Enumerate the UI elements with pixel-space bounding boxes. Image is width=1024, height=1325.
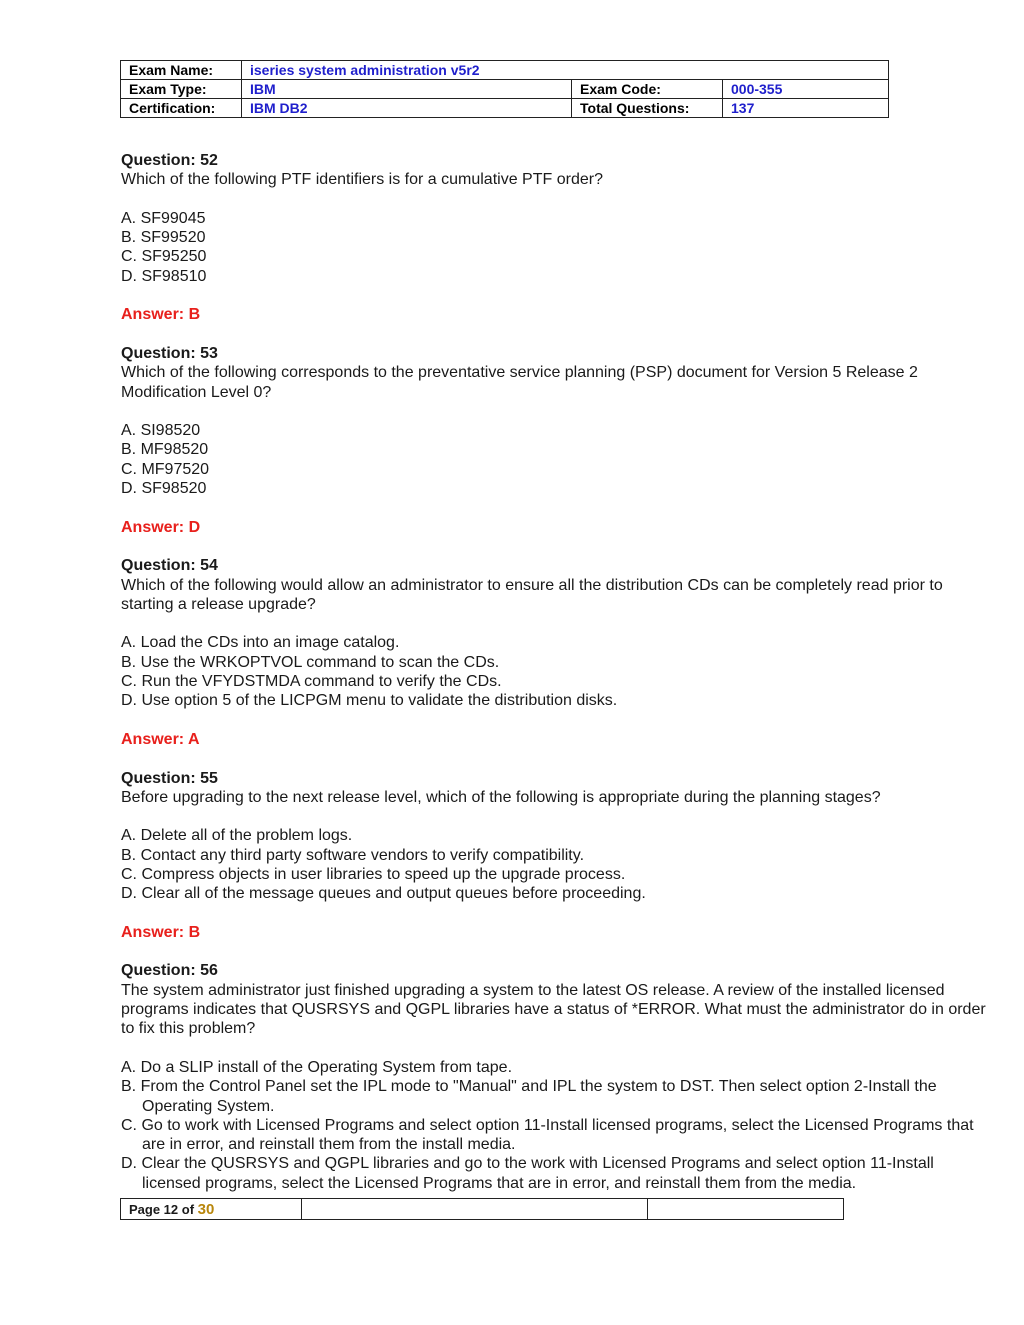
option-d: D. SF98520	[121, 480, 207, 498]
option-list	[121, 421, 991, 498]
option-d: D. Clear the QUSRSYS and QGPL libraries and go to the work with Licensed Programs and select option 11-Install licensed programs, select the Licensed Programs that are in error, and reinstall them from the media.	[121, 1155, 934, 1192]
option-a: A. SF99045	[121, 209, 206, 227]
certification-label: Certification:	[121, 99, 242, 118]
question-56	[121, 961, 991, 1193]
option-c: C. Run the VFYDSTMDA command to verify the CDs.	[121, 673, 502, 691]
question-text: Which of the following corresponds to the preventative service planning (PSP) document for Version 5 Release 2 Modification Level 0?	[121, 364, 918, 401]
question-number: Question: 52	[121, 152, 218, 169]
questions-list	[121, 151, 991, 1212]
option-d: D. SF98510	[121, 267, 207, 285]
question-number: Question: 56	[121, 962, 218, 980]
question-text: The system administrator just finished upgrading a system to the latest OS release. A review of the installed licensed programs indicates that QUSRSYS and QGPL libraries have a status of *ERROR. What must the administrator do in order to fix this problem?	[121, 981, 986, 1038]
question-text: Which of the following PTF identifiers is for a cumulative PTF order?	[121, 171, 603, 189]
option-b: B. Contact any third party software vendors to verify compatibility.	[121, 846, 585, 864]
answer-label: Answer: B	[121, 306, 201, 324]
option-b: B. From the Control Panel set the IPL mode to "Manual" and IPL the system to DST. Then select option 2-Install the Operating System.	[121, 1078, 937, 1115]
page-indicator	[121, 1199, 302, 1220]
exam-code-value: 000-355	[723, 80, 889, 99]
option-list	[121, 633, 991, 710]
exam-code-label: Exam Code:	[572, 80, 723, 99]
option-list	[121, 209, 991, 286]
question-text: Which of the following would allow an administrator to ensure all the distribution CDs can be completely read prior to starting a release upgrade?	[121, 576, 943, 613]
option-c: C. Go to work with Licensed Programs and select option 11-Install licensed programs, select the Licensed Programs that are in error, and reinstall them from the install media.	[121, 1116, 974, 1154]
exam-name-value: iseries system administration v5r2	[242, 61, 889, 80]
page-footer	[120, 1198, 844, 1220]
answer-label: Answer: A	[121, 730, 200, 748]
question-number: Question: 54	[121, 557, 218, 575]
question-number: Question: 53	[121, 344, 218, 362]
option-list	[121, 826, 991, 903]
question-number: Question: 55	[121, 769, 218, 787]
footer-cell-right	[648, 1199, 844, 1220]
answer-label: Answer: B	[121, 923, 201, 941]
question-54	[121, 556, 991, 749]
option-d: D. Use option 5 of the LICPGM menu to validate the distribution disks.	[121, 692, 618, 710]
option-b: B. SF99520	[121, 229, 206, 247]
option-c: C. Compress objects in user libraries to speed up the upgrade process.	[121, 865, 626, 883]
option-d: D. Clear all of the message queues and output queues before proceeding.	[121, 885, 646, 903]
question-53	[121, 344, 991, 537]
exam-info-table	[120, 60, 889, 118]
option-c: C. MF97520	[121, 460, 210, 478]
option-c: C. SF95250	[121, 248, 207, 266]
answer-label: Answer: D	[121, 518, 201, 536]
exam-name-row	[121, 61, 889, 80]
page-label: Page 12 of	[129, 1201, 195, 1217]
certification-row	[121, 99, 889, 118]
question-55	[121, 769, 991, 943]
option-a: A. Delete all of the problem logs.	[121, 827, 353, 845]
certification-value: IBM DB2	[242, 99, 572, 118]
question-text: Before upgrading to the next release level, which of the following is appropriate during the planning stages?	[121, 788, 881, 806]
option-a: A. Load the CDs into an image catalog.	[121, 634, 400, 652]
page-total: 30	[197, 1200, 215, 1218]
question-52	[121, 151, 991, 325]
exam-type-label: Exam Type:	[121, 80, 242, 99]
option-a: A. SI98520	[121, 422, 201, 440]
total-questions-value: 137	[723, 99, 889, 118]
exam-name-label: Exam Name:	[121, 61, 242, 80]
option-b: B. MF98520	[121, 441, 209, 459]
option-a: A. Do a SLIP install of the Operating System from tape.	[121, 1058, 513, 1076]
option-b: B. Use the WRKOPTVOL command to scan the CDs.	[121, 653, 500, 671]
footer-cell-middle	[302, 1199, 648, 1220]
exam-type-row	[121, 80, 889, 99]
option-list	[121, 1058, 991, 1193]
total-questions-label: Total Questions:	[572, 99, 723, 118]
exam-type-value: IBM	[242, 80, 572, 99]
